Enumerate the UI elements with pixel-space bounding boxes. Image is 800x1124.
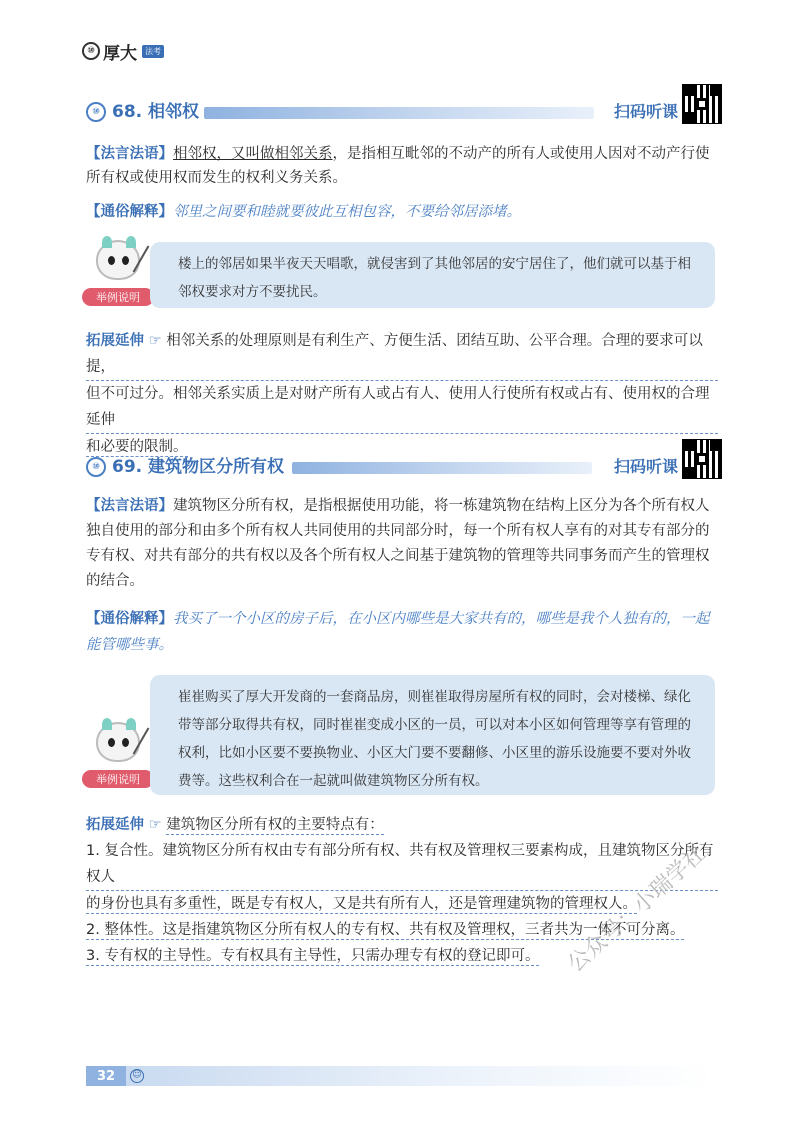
section-badge-icon: ⑩ bbox=[86, 457, 106, 477]
example-box bbox=[150, 242, 715, 308]
extension-line: 和必要的限制。 bbox=[86, 439, 188, 455]
extension-item: 2. 整体性。这是指建筑物区分所有权人的专有权、共有权及管理权，三者共为一体不可分离。 bbox=[86, 922, 685, 938]
plain-explanation bbox=[86, 200, 718, 224]
example-text: 楼上的邻居如果半夜天天唱歌，就侵害到了其他邻居的安宁居住了，他们就可以基于相邻权要求对方不要扰民。 bbox=[178, 256, 691, 300]
plain-text: 邻里之间要和睦就要彼此互相包容，不要给邻居添堵。 bbox=[173, 204, 521, 220]
legal-text: 建筑物区分所有权，是指根据使用功能，将一栋建筑物在结构上区分为各个所有权人独自使用的部分和由多个所有权人共同使用的共同部分时，每一个所有权人享有的对其专有部分的专有权、对共有部分的共有权以及各个所有权人之间基于建筑物的管理等共同事务而产生的管理权的结合。 bbox=[86, 498, 710, 589]
legal-tag: 【法言法语】 bbox=[86, 146, 173, 162]
extension-intro: 建筑物区分所有权的主要特点有： bbox=[166, 817, 384, 833]
logo-icon: ⑩ bbox=[82, 42, 100, 60]
example-text: 崔崔购买了厚大开发商的一套商品房，则崔崔取得房屋所有权的同时，会对楼梯、绿化带等部分取得共有权，同时崔崔变成小区的一员，可以对本小区如何管理等享有管理的权利，比如小区要不要换物业、小区大门要不要翻修、小区里的游乐设施要不要对外收费等。这些权利合在一起就叫做建筑物区分所有权。 bbox=[178, 689, 691, 789]
mascot-head bbox=[96, 722, 140, 762]
plain-explanation bbox=[86, 606, 718, 658]
legal-tag: 【法言法语】 bbox=[86, 498, 173, 514]
section-title: 68. 相邻权 bbox=[112, 102, 200, 122]
section-header-68 bbox=[86, 100, 716, 128]
legal-text: ，是指相互毗邻的不动产的所有人或使用人因对不动产行使所有权或使用权而发生的权利义务关系。 bbox=[86, 146, 710, 186]
legal-definition bbox=[86, 142, 718, 190]
extension-label: 拓展延伸 bbox=[86, 333, 144, 349]
extension-line: 拓展延伸 ☞ 相邻关系的处理原则是有利生产、方便生活、团结互助、公平合理。合理的要求可以提， bbox=[86, 328, 718, 381]
extension-label: 拓展延伸 bbox=[86, 817, 144, 833]
brand-name: 厚大 bbox=[103, 43, 137, 64]
footer-bar bbox=[126, 1066, 716, 1086]
section-title-bar bbox=[204, 107, 594, 119]
plain-tag: 【通俗解释】 bbox=[86, 611, 173, 627]
section-title: 69. 建筑物区分所有权 bbox=[112, 457, 285, 477]
section-header-69 bbox=[86, 455, 716, 483]
extension-block bbox=[86, 812, 718, 969]
page-number: 32 bbox=[86, 1066, 126, 1086]
smile-icon: ☺ bbox=[130, 1069, 144, 1083]
example-label: 举例说明 bbox=[82, 288, 154, 306]
brand-badge: 法考 bbox=[142, 45, 164, 58]
legal-definition bbox=[86, 494, 718, 594]
scan-to-listen-label: 扫码听课 bbox=[613, 102, 678, 121]
extension-item: 1. 复合性。建筑物区分所有权由专有部分所有权、共有权及管理权三要素构成，且建筑物区分所有权人 bbox=[86, 838, 718, 891]
qr-code-icon[interactable] bbox=[682, 439, 722, 479]
brand-logo bbox=[82, 40, 164, 62]
extension-item: 的身份也具有多重性，既是专有权人，又是共有所有人，还是管理建筑物的管理权人。 bbox=[86, 896, 637, 912]
example-box bbox=[150, 675, 715, 795]
pointing-hand-icon: ☞ bbox=[148, 333, 162, 349]
legal-term: 相邻权，又叫做相邻关系 bbox=[173, 146, 333, 162]
scan-to-listen-label: 扫码听课 bbox=[613, 457, 678, 476]
section-badge-icon: ⑩ bbox=[86, 102, 106, 122]
pointing-hand-icon: ☞ bbox=[148, 817, 162, 833]
qr-code-icon[interactable] bbox=[682, 84, 722, 124]
mascot-head bbox=[96, 240, 140, 280]
mascot-illustration bbox=[82, 718, 158, 790]
extension-item: 3. 专有权的主导性。专有权具有主导性，只需办理专有权的登记即可。 bbox=[86, 948, 540, 964]
extension-block bbox=[86, 328, 718, 460]
section-title-bar bbox=[292, 462, 592, 474]
extension-line: 但不可过分。相邻关系实质上是对财产所有人或占有人、使用人行使所有权或占有、使用权的合理延伸 bbox=[86, 381, 718, 434]
watermark: 公众号：小瑞学社 bbox=[563, 840, 711, 978]
example-label: 举例说明 bbox=[82, 770, 154, 788]
mascot-illustration bbox=[82, 236, 158, 308]
plain-text: 我买了一个小区的房子后，在小区内哪些是大家共有的，哪些是我个人独有的，一起能管哪些事。 bbox=[86, 611, 710, 653]
plain-tag: 【通俗解释】 bbox=[86, 204, 173, 220]
